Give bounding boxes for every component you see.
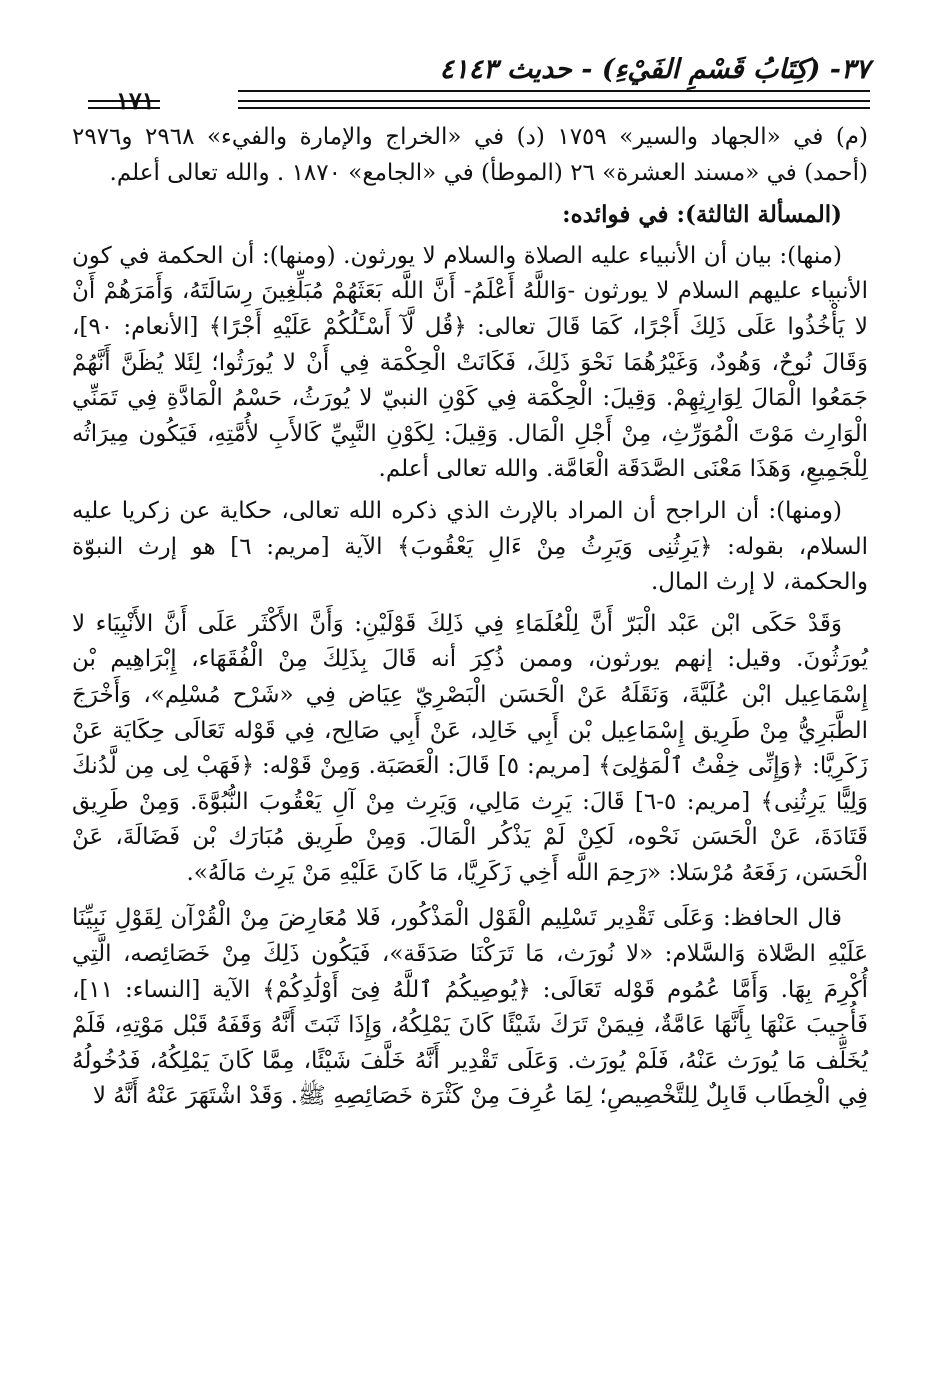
paragraph-ibn-abd-albarr: وَقَدْ حَكَى ابْن عَبْد الْبَرّ أَنَّ لِلْعُلَمَاءِ فِي ذَلِكَ قَوْلَيْنِ: وَأَنَّ الأَكْثَر عَلَى أَنَّ الأَنْبِيَاء لا يُورَثُونَ. وقيل: إنهم يورثون، وممن ذُكِرَ أنه قَالَ بِذَلِكَ مِنْ الْفُقَهَاء، إِبْرَاهِيم بْن إِسْمَاعِيل ابْن عُلَيَّةَ، وَنَقَلَهُ عَنْ الْحَسَن الْبَصْرِيّ عِيَاض فِي «شَرْح مُسْلِم»، وَأَخْرَجَ الطَّبَرِيُّ مِنْ طَرِيق إِسْمَاعِيل بْن أَبِي خَالِد، عَنْ أَبِي صَالِح، فِي قَوْله تَعَالَى حِكَايَة عَنْ زَكَرِيَّا: ﴿وَإِنِّى خِفْتُ ٱلْمَوَٰلِىَ﴾ [مريم: ٥] قَالَ: الْعَصَبَة. وَمِنْ قَوْله: ﴿فَهَبْ لِى مِن لَّدُنكَ وَلِيًّا يَرِثُنِى﴾ [مريم: ٥-٦] قَالَ: يَرِث مَالِي، وَيَرِث مِنْ آلِ يَعْقُوبَ النُّبُوَّةَ. وَمِنْ طَرِيق قَتَادَةَ، عَنْ الْحَسَن نَحْوه، لَكِنْ لَمْ يَذْكُر الْمَالَ. وَمِنْ طَرِيق مُبَارَك بْن فَضَالَةَ، عَنْ الْحَسَن، رَفَعَهُ مُرْسَلا: «رَحِمَ اللَّه أَخِي زَكَرِيَّا، مَا كَانَ عَلَيْهِ مَنْ يَرِث مَالَهُ». [72,610,869,886]
header-double-rule-left [88,100,160,109]
running-head: ٣٧- (كِتَابُ قَسْمِ الفَيْءِ) - حديث ٤١٤٣ [439,54,870,85]
header-rule [238,90,870,92]
body-text [72,120,868,1121]
paragraph-citations: (م) في «الجهاد والسير» ١٧٥٩ (د) في «الخراج والإمارة والفيء» ٢٩٦٨ و٢٩٧٦ (أحمد) في «مسند العشرة» ٢٦ (الموطأ) في «الجامع» ١٨٧٠ . والله تعالى أعلم. [72,124,868,186]
paragraph-al-hafiz: قال الحافظ: وَعَلَى تَقْدِير تَسْلِيم الْقَوْل الْمَذْكُور، فَلا مُعَارِضَ مِنْ الْقُرْآن لِقَوْلِ نَبِيِّنَا عَلَيْهِ الصَّلاة وَالسَّلام: «لا نُورَث، مَا تَرَكْنَا صَدَقَة»، فَيَكُون ذَلِكَ مِنْ خَصَائِصه، الَّتِي أُكْرِمَ بِهَا. وَأَمَّا عُمُوم قَوْله تَعَالَى: ﴿يُوصِيكُمُ ٱللَّهُ فِىٓ أَوْلَٰدِكُمْ﴾ الآية [النساء: ١١]، فَأُجِيبَ عَنْهَا بِأَنَّهَا عَامَّةٌ، فِيمَنْ تَرَكَ شَيْئًا كَانَ يَمْلِكُهُ، وَإِذَا ثَبَتَ أَنَّهُ وَقَفَهُ قَبْل مَوْتِهِ، فَلَمْ يُخَلِّف مَا يُورَث عَنْهُ، فَلَمْ يُورَث. وَعَلَى تَقْدِير أَنَّهُ خَلَّفَ شَيْئًا، مِمَّا كَانَ يَمْلِكُهُ، فَدُخُولُهُ فِي الْخِطَاب قَابِلٌ لِلتَّخْصِيصِ؛ لِمَا عُرِفَ مِنْ كَثْرَة خَصَائِصِهِ ﷺ. وَقَدْ اشْتَهَرَ عَنْهُ أَنَّهُ لا [72,905,868,1110]
paragraph-inheritance: (ومنها): أن الراجح أن المراد بالإرث الذي ذكره الله تعالى، حكاية عن زكريا عليه السلام، بقوله: ﴿يَرِثُنِى وَيَرِثُ مِنْ ءَالِ يَعْقُوبَ﴾ الآية [مريم: ٦] هو إرث النبوّة والحكمة، لا إرث المال. [72,497,868,596]
header-double-rule [238,100,870,109]
paragraph-benefits: (منها): بيان أن الأنبياء عليه الصلاة والسلام لا يورثون. (ومنها): أن الحكمة في كون الأنبياء عليهم السلام لا يورثون -وَاللَّهُ أَعْلَمُ- أَنَّ اللَّه بَعَثَهُمْ مُبَلِّغِينَ رِسَالَتَهُ، وَأَمَرَهُمْ أَنْ لا يَأْخُذُوا عَلَى ذَلِكَ أَجْرًا، كَمَا قَالَ تعالى: ﴿قُل لَّآ أَسْـَٔلُكُمْ عَلَيْهِ أَجْرًا﴾ [الأنعام: ٩٠]، وَقَالَ نُوحٌ، وَهُودٌ، وَغَيْرُهُمَا نَحْوَ ذَلِكَ، فَكَانَتْ الْحِكْمَة فِي أَنْ لا يُورَثُوا؛ لِئَلا يُظَنَّ أَنَّهُمْ جَمَعُوا الْمَالَ لِوَارِثِهِمْ. وَقِيلَ: الْحِكْمَة فِي كَوْنِ النبيّ لا يُورَثُ، حَسْمُ الْمَادَّةِ فِي تَمَنِّي الْوَارِث مَوْتَ الْمُوَرِّثِ، مِنْ أَجْلِ الْمَال. وَقِيلَ: لِكَوْنِ النَّبِيِّ كَالأَبِ لأُمَّتِهِ، فَيَكُون مِيرَاثُه لِلْجَمِيعِ، وَهَذَا مَعْنَى الصَّدَقَة الْعَامَّة. والله تعالى أعلم. [72,242,869,483]
page-header [88,52,870,115]
section-heading: (المسألة الثالثة): في فوائده: [562,201,842,229]
page-number: ١٧١ [116,86,155,115]
